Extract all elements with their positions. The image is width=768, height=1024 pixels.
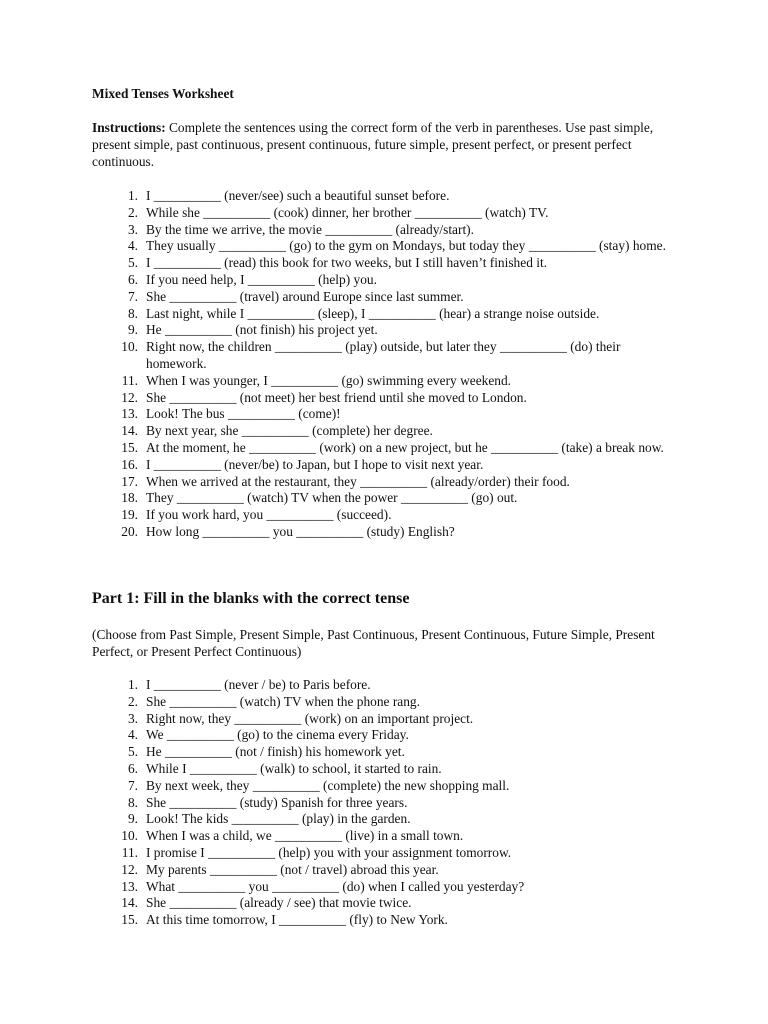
list-item bbox=[92, 727, 672, 744]
list-item bbox=[92, 440, 672, 457]
list-item bbox=[92, 205, 672, 222]
list-item bbox=[92, 912, 672, 929]
list-item bbox=[92, 795, 672, 812]
item-number: 13. bbox=[121, 406, 138, 422]
part1-note: (Choose from Past Simple, Present Simple, Past Continuous, Present Continuous, Future Simple, Present Perfect, or Present Perfect Continuous) bbox=[92, 627, 655, 659]
list-item bbox=[92, 222, 672, 239]
item-number: 3. bbox=[127, 710, 138, 726]
item-text: She __________ (watch) TV when the phone rang. bbox=[146, 693, 420, 709]
item-text: If you work hard, you __________ (succeed). bbox=[146, 507, 392, 523]
item-text: What __________ you __________ (do) when I called you yesterday? bbox=[146, 878, 525, 894]
item-number: 10. bbox=[121, 828, 138, 844]
item-text: When we arrived at the restaurant, they __________ (already/order) their food. bbox=[146, 473, 570, 489]
item-number: 12. bbox=[121, 389, 138, 405]
item-text: At the moment, he __________ (work) on a new project, but he __________ (take) a break now. bbox=[146, 439, 664, 455]
item-number: 18. bbox=[121, 490, 138, 506]
list-item bbox=[92, 322, 672, 339]
list-item bbox=[92, 761, 672, 778]
item-text: She __________ (not meet) her best friend until she moved to London. bbox=[146, 389, 527, 405]
list-item bbox=[92, 862, 672, 879]
item-number: 10. bbox=[121, 339, 138, 355]
item-number: 6. bbox=[127, 760, 138, 776]
item-number: 8. bbox=[127, 305, 138, 321]
item-number: 14. bbox=[121, 895, 138, 911]
item-text: He __________ (not finish) his project yet. bbox=[146, 322, 378, 338]
instructions-label: Instructions: bbox=[92, 120, 166, 135]
item-text: Last night, while I __________ (sleep), I __________ (hear) a strange noise outside. bbox=[146, 305, 600, 321]
item-text: I __________ (never/see) such a beautiful sunset before. bbox=[146, 188, 450, 203]
item-number: 1. bbox=[127, 677, 138, 692]
list-item bbox=[92, 507, 672, 524]
item-number: 11. bbox=[121, 844, 138, 860]
item-number: 8. bbox=[127, 794, 138, 810]
list-item bbox=[92, 373, 672, 390]
item-number: 2. bbox=[127, 204, 138, 220]
item-text: When I was younger, I __________ (go) swimming every weekend. bbox=[146, 372, 512, 388]
list-item bbox=[92, 474, 672, 491]
list-item bbox=[92, 828, 672, 845]
list-item bbox=[92, 238, 672, 255]
list-item bbox=[92, 255, 672, 272]
item-text: While she __________ (cook) dinner, her brother __________ (watch) TV. bbox=[146, 204, 549, 220]
item-number: 20. bbox=[121, 523, 138, 539]
list-item bbox=[92, 289, 672, 306]
item-text: I promise I __________ (help) you with your assignment tomorrow. bbox=[146, 844, 512, 860]
item-number: 7. bbox=[127, 777, 138, 793]
item-text: By next year, she __________ (complete) her degree. bbox=[146, 423, 433, 439]
list-item bbox=[92, 811, 672, 828]
item-text: I __________ (never/be) to Japan, but I hope to visit next year. bbox=[146, 456, 484, 472]
item-text: They usually __________ (go) to the gym on Mondays, but today they __________ (stay) home. bbox=[146, 238, 666, 254]
item-number: 19. bbox=[121, 507, 138, 523]
exercise-list-2 bbox=[92, 677, 672, 929]
list-item bbox=[92, 845, 672, 862]
item-text: She __________ (study) Spanish for three years. bbox=[146, 794, 408, 810]
item-text: At this time tomorrow, I __________ (fly) to New York. bbox=[146, 912, 448, 928]
item-text: Look! The bus __________ (come)! bbox=[146, 406, 341, 422]
item-text: When I was a child, we __________ (live) in a small town. bbox=[146, 828, 464, 844]
item-number: 15. bbox=[121, 912, 138, 928]
list-item bbox=[92, 895, 672, 912]
list-item bbox=[92, 778, 672, 795]
item-number: 9. bbox=[127, 322, 138, 338]
item-text: He __________ (not / finish) his homework yet. bbox=[146, 744, 405, 760]
list-item bbox=[92, 711, 672, 728]
item-number: 5. bbox=[127, 255, 138, 271]
item-number: 4. bbox=[127, 727, 138, 743]
worksheet-title: Mixed Tenses Worksheet bbox=[92, 86, 234, 101]
item-text: While I __________ (walk) to school, it started to rain. bbox=[146, 760, 442, 776]
list-item bbox=[92, 677, 672, 694]
item-number: 17. bbox=[121, 473, 138, 489]
item-text: They __________ (watch) TV when the power __________ (go) out. bbox=[146, 490, 518, 506]
item-text: Right now, the children __________ (play) outside, but later they __________ (do) their homework. bbox=[146, 339, 621, 371]
item-text: My parents __________ (not / travel) abroad this year. bbox=[146, 861, 439, 877]
item-number: 12. bbox=[121, 861, 138, 877]
item-text: I __________ (never / be) to Paris before. bbox=[146, 677, 371, 692]
list-item bbox=[92, 339, 672, 373]
item-text: Right now, they __________ (work) on an important project. bbox=[146, 710, 474, 726]
item-text: She __________ (travel) around Europe since last summer. bbox=[146, 288, 464, 304]
list-item bbox=[92, 390, 672, 407]
list-item bbox=[92, 457, 672, 474]
exercise-list-1 bbox=[92, 188, 672, 541]
item-number: 6. bbox=[127, 271, 138, 287]
list-item bbox=[92, 423, 672, 440]
item-number: 11. bbox=[121, 372, 138, 388]
item-text: By next week, they __________ (complete) the new shopping mall. bbox=[146, 777, 510, 793]
list-item bbox=[92, 744, 672, 761]
item-text: We __________ (go) to the cinema every Friday. bbox=[146, 727, 409, 743]
item-number: 5. bbox=[127, 744, 138, 760]
item-number: 4. bbox=[127, 238, 138, 254]
item-number: 14. bbox=[121, 423, 138, 439]
instructions-paragraph bbox=[92, 120, 672, 170]
list-item bbox=[92, 188, 672, 205]
list-item bbox=[92, 406, 672, 423]
item-text: How long __________ you __________ (study) English? bbox=[146, 523, 455, 539]
list-item bbox=[92, 879, 672, 896]
item-number: 15. bbox=[121, 439, 138, 455]
part1-heading: Part 1: Fill in the blanks with the correct tense bbox=[92, 590, 410, 607]
item-text: Look! The kids __________ (play) in the garden. bbox=[146, 811, 411, 827]
item-number: 9. bbox=[127, 811, 138, 827]
item-text: I __________ (read) this book for two weeks, but I still haven’t finished it. bbox=[146, 255, 548, 271]
list-item bbox=[92, 272, 672, 289]
list-item bbox=[92, 694, 672, 711]
list-item bbox=[92, 490, 672, 507]
item-number: 3. bbox=[127, 221, 138, 237]
list-item bbox=[92, 306, 672, 323]
instructions-text: Complete the sentences using the correct form of the verb in parentheses. Use past simple, present simple, past continuous, present continuous, future simple, present perfect, or present perfect continuous. bbox=[92, 120, 654, 169]
list-item bbox=[92, 524, 672, 541]
item-text: By the time we arrive, the movie __________ (already/start). bbox=[146, 221, 474, 237]
item-number: 16. bbox=[121, 456, 138, 472]
item-text: She __________ (already / see) that movie twice. bbox=[146, 895, 412, 911]
item-number: 1. bbox=[127, 188, 138, 203]
item-number: 13. bbox=[121, 878, 138, 894]
item-text: If you need help, I __________ (help) you. bbox=[146, 271, 377, 287]
item-number: 7. bbox=[127, 288, 138, 304]
item-number: 2. bbox=[127, 693, 138, 709]
